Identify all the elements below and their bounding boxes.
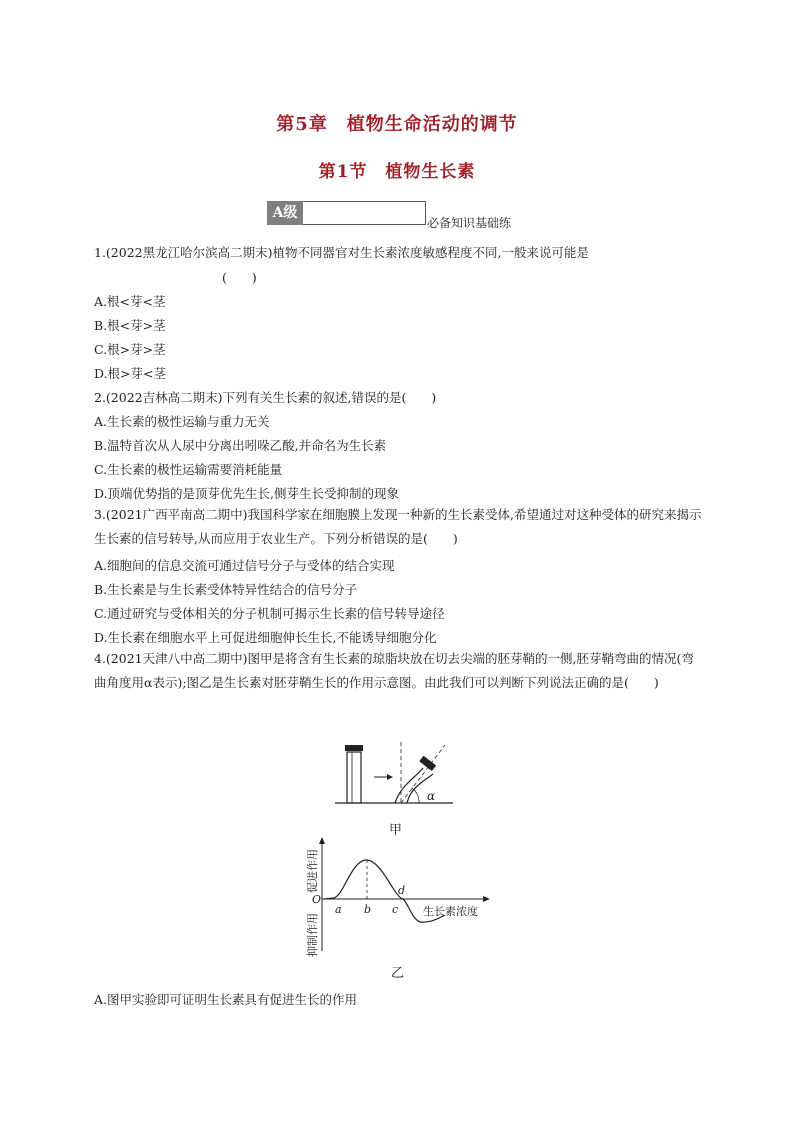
fig-a-angle-dashed (401, 745, 445, 803)
question-4-stem: 4.(2021天津八中高二期中)图甲是将含有生长素的琼脂块放在切去尖端的胚芽鞘的一侧,胚芽鞘弯曲的情况(弯曲角度用α表示);图乙是生长素对胚芽鞘生长的作用示意图。由此我们可以判断下列说法正确的是( ) (94, 651, 694, 690)
fig-b-point-c: c (392, 903, 399, 916)
question-1-stem: 1.(2022黑龙江哈尔滨高二期末)植物不同器官对生长素浓度敏感程度不同,一般来说可能是 (94, 245, 589, 260)
fig-a-left-coleoptile (347, 752, 361, 803)
fig-a-arrow-head (387, 774, 393, 780)
question-1-paren: ( ) (222, 270, 257, 285)
fig-b-x-arrow (483, 896, 490, 902)
figure-a (335, 740, 465, 808)
option-1a: A.根<芽<茎 (94, 294, 166, 309)
level-badge: A级 (267, 201, 303, 225)
option-1c: C.根>芽>茎 (94, 342, 166, 357)
option-2a: A.生长素的极性运输与重力无关 (94, 414, 270, 429)
chapter-title: 第5章 植物生命活动的调节 (276, 114, 518, 135)
option-1b: B.根<芽>茎 (94, 318, 166, 333)
fig-b-origin: O (312, 893, 322, 906)
fig-a-angle-label: α (427, 789, 436, 803)
option-2b: B.温特首次从人尿中分离出吲哚乙酸,并命名为生长素 (94, 438, 387, 453)
option-1d: D.根>芽<茎 (94, 366, 166, 381)
level-name: 必备知识基础练 (427, 216, 512, 230)
fig-b-y-down-label: 抑制作用 (306, 913, 319, 957)
fig-b-point-d: d (398, 884, 406, 897)
fig-a-agar-block-left (345, 745, 363, 751)
fig-b-y-arrow (319, 837, 325, 844)
option-4a: A.图甲实验即可证明生长素具有促进生长的作用 (94, 992, 358, 1007)
fig-b-y-up-label: 促进作用 (306, 849, 319, 893)
option-2d: D.顶端优势指的是顶芽优先生长,侧芽生长受抑制的现象 (94, 486, 400, 501)
figure-b (300, 835, 495, 961)
question-3-stem: 3.(2021广西平南高二期中)我国科学家在细胞膜上发现一种新的生长素受体,希望通过对这种受体的研究来揭示生长素的信号转导,从而应用于农业生产。下列分析错误的是( ) (94, 507, 702, 546)
question-2-stem: 2.(2022吉林高二期末)下列有关生长素的叙述,错误的是( ) (94, 390, 437, 405)
option-3a: A.细胞间的信息交流可通过信号分子与受体的结合实现 (94, 558, 395, 573)
figure-b-caption: 乙 (391, 966, 405, 981)
option-3d: D.生长素在细胞水平上可促进细胞伸长生长,不能诱导细胞分化 (94, 630, 437, 645)
option-3b: B.生长素是与生长素受体特异性结合的信号分子 (94, 582, 358, 597)
option-2c: C.生长素的极性运输需要消耗能量 (94, 462, 283, 477)
fig-b-x-label: 生长素浓度 (423, 905, 478, 918)
fig-b-point-a: a (335, 903, 342, 916)
fig-b-point-b: b (364, 903, 372, 916)
figure-a-caption: 甲 (389, 823, 403, 838)
section-title: 第1节 植物生长素 (318, 162, 476, 182)
option-3c: C.通过研究与受体相关的分子机制可揭示生长素的信号转导途径 (94, 606, 445, 621)
level-box (303, 201, 426, 225)
